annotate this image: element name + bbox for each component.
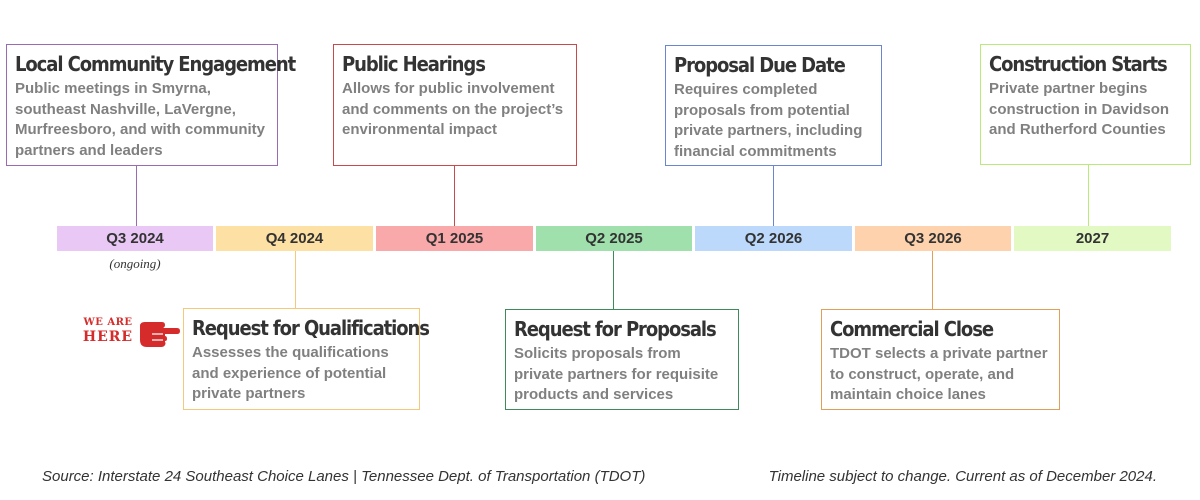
event-title: Proposal Due Date (674, 53, 845, 77)
event-rfp (505, 309, 739, 410)
event-description: Assesses the qualifications and experience of potential private partners (192, 344, 389, 402)
event-title: Request for Qualifications (192, 316, 429, 340)
quarter-q2-2025: Q2 2025 (536, 226, 692, 251)
event-public-hearings (333, 44, 577, 166)
quarter-q4-2024: Q4 2024 (216, 226, 373, 251)
connector-rfq (295, 251, 296, 308)
here-label: HERE (82, 329, 134, 345)
we-are-here-label (80, 316, 136, 345)
event-title: Local Community Engagement (15, 52, 296, 76)
event-commercial-close (821, 309, 1060, 410)
quarter-2027: 2027 (1014, 226, 1171, 251)
event-description: Allows for public involvement and comments on the project’s environmental impact (342, 80, 564, 138)
event-description: Public meetings in Smyrna, southeast Nashville, LaVergne, Murfreesboro, and with community partners and leaders (15, 80, 266, 159)
we-are-label: WE ARE (83, 317, 133, 328)
connector-commercial-close (932, 251, 933, 309)
connector-construction-starts (1088, 165, 1089, 226)
event-description: Requires completed proposals from potential private partners, including financial commitments (674, 81, 863, 160)
event-proposal-due (665, 45, 882, 166)
quarter-q3-2026: Q3 2026 (855, 226, 1011, 251)
we-are-here-marker (80, 316, 180, 350)
event-title: Construction Starts (989, 52, 1167, 76)
event-title: Commercial Close (830, 317, 993, 341)
event-rfq (183, 308, 429, 410)
connector-proposal-due (773, 166, 774, 226)
connector-rfp (613, 251, 614, 309)
event-description: TDOT selects a private partner to construct, operate, and maintain choice lanes (830, 345, 1048, 403)
quarter-q1-2025: Q1 2025 (376, 226, 533, 251)
timeline-disclaimer: Timeline subject to change. Current as of December 2024. (768, 468, 1157, 485)
ongoing-note: (ongoing) (109, 256, 161, 271)
event-description: Private partner begins construction in Davidson and Rutherford Counties (989, 80, 1170, 138)
pointing-hand-icon (138, 318, 180, 353)
event-construction-starts (980, 44, 1191, 165)
connector-public-hearings (454, 166, 455, 226)
source-note: Source: Interstate 24 Southeast Choice Lanes | Tennessee Dept. of Transportation (TDOT) (42, 468, 646, 485)
quarter-q3-2024: Q3 2024 (57, 226, 213, 251)
event-title: Request for Proposals (514, 317, 716, 341)
quarter-q2-2026: Q2 2026 (695, 226, 852, 251)
event-title: Public Hearings (342, 52, 485, 76)
event-community-engagement (6, 44, 296, 166)
event-description: Solicits proposals from private partners for requisite products and services (514, 345, 719, 403)
connector-community-engagement (136, 166, 137, 226)
